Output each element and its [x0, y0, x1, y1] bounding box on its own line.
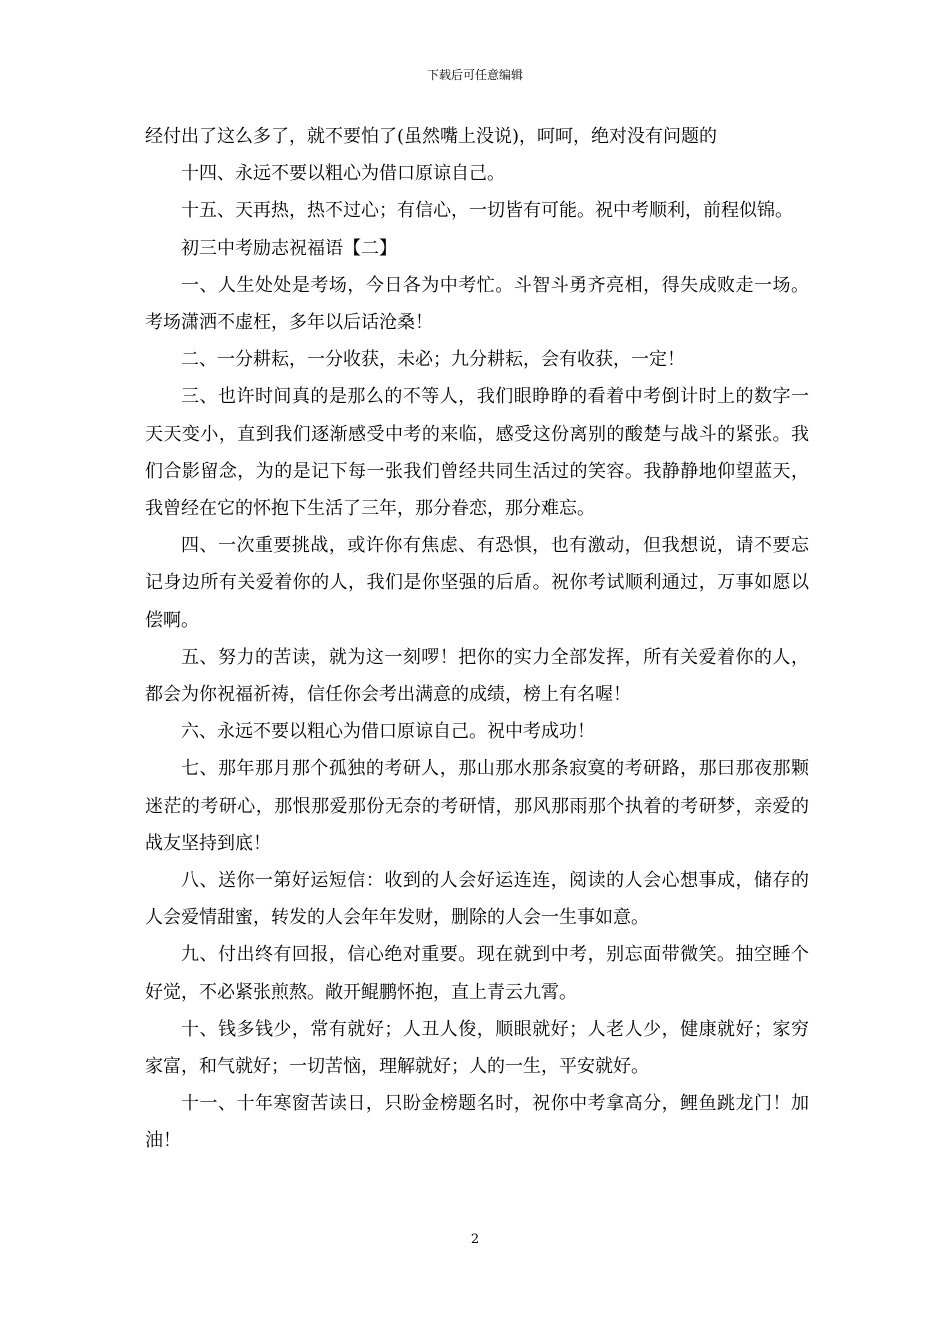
page-header: 下载后可任意编辑	[426, 68, 523, 82]
paragraph: 十五、天再热，热不过心；有信心，一切皆有可能。祝中考顺利，前程似锦。	[181, 200, 793, 222]
paragraph: 一、人生处处是考场，今日各为中考忙。斗智斗勇齐亮相，得失成败走一场。考场潇洒不虚枉，多年以后话沧桑！	[145, 274, 809, 334]
paragraph: 八、送你一第好运短信：收到的人会好运连连，阅读的人会心想事成，储存的人会爱情甜蜜，转发的人会年年发财，删除的人会一生事如意。	[145, 870, 809, 929]
paragraph: 九、付出终有回报，信心绝对重要。现在就到中考，别忘面带微笑。抽空睡个好觉，不必紧张煎熬。敞开鲲鹏怀抱，直上青云九霄。	[145, 944, 809, 1003]
document-body	[145, 118, 809, 1160]
paragraph: 十四、永远不要以粗心为借口原谅自己。	[181, 163, 505, 185]
paragraph: 十、钱多钱少，常有就好；人丑人俊，顺眼就好；人老人少，健康就好；家穷家富，和气就好；一切苦恼，理解就好；人的一生，平安就好。	[145, 1018, 809, 1078]
section-heading: 初三中考励志祝福语【二】	[181, 237, 397, 259]
paragraph: 三、也许时间真的是那么的不等人，我们眼睁睁的看着中考倒计时上的数字一天天变小，直到我们逐渐感受中考的来临，感受这份离别的酸楚与战斗的紧张。我们合影留念，为的是记下每一张我们曾经共同生活过的笑容。我静静地仰望蓝天，我曾经在它的怀抱下生活了三年，那分眷恋，那分难忘。	[145, 386, 809, 520]
paragraph: 六、永远不要以粗心为借口原谅自己。祝中考成功！	[181, 721, 595, 743]
paragraph-continued: 经付出了这么多了，就不要怕了(虽然嘴上没说)，呵呵，绝对没有问题的	[145, 126, 718, 147]
paragraph: 五、努力的苦读，就为这一刻啰！把你的实力全部发挥，所有关爱着你的人，都会为你祝福祈祷，信任你会考出满意的成绩，榜上有名喔！	[145, 646, 809, 706]
paragraph: 十一、十年寒窗苦读日，只盼金榜题名时，祝你中考拿高分，鲤鱼跳龙门！加油！	[145, 1093, 809, 1152]
page-number: 2	[470, 1232, 480, 1247]
paragraph: 七、那年那月那个孤独的考研人，那山那水那条寂寞的考研路，那曰那夜那颗迷茫的考研心，那恨那爱那份无奈的考研情，那风那雨那个执着的考研梦，亲爱的战友坚持到底！	[145, 758, 809, 854]
paragraph: 四、一次重要挑战，或许你有焦虑、有恐惧，也有激动，但我想说，请不要忘记身边所有关爱着你的人，我们是你坚强的后盾。祝你考试顺利通过，万事如愿以偿啊。	[145, 535, 809, 631]
paragraph: 二、一分耕耘，一分收获，未必；九分耕耘，会有收获，一定！	[181, 349, 685, 371]
